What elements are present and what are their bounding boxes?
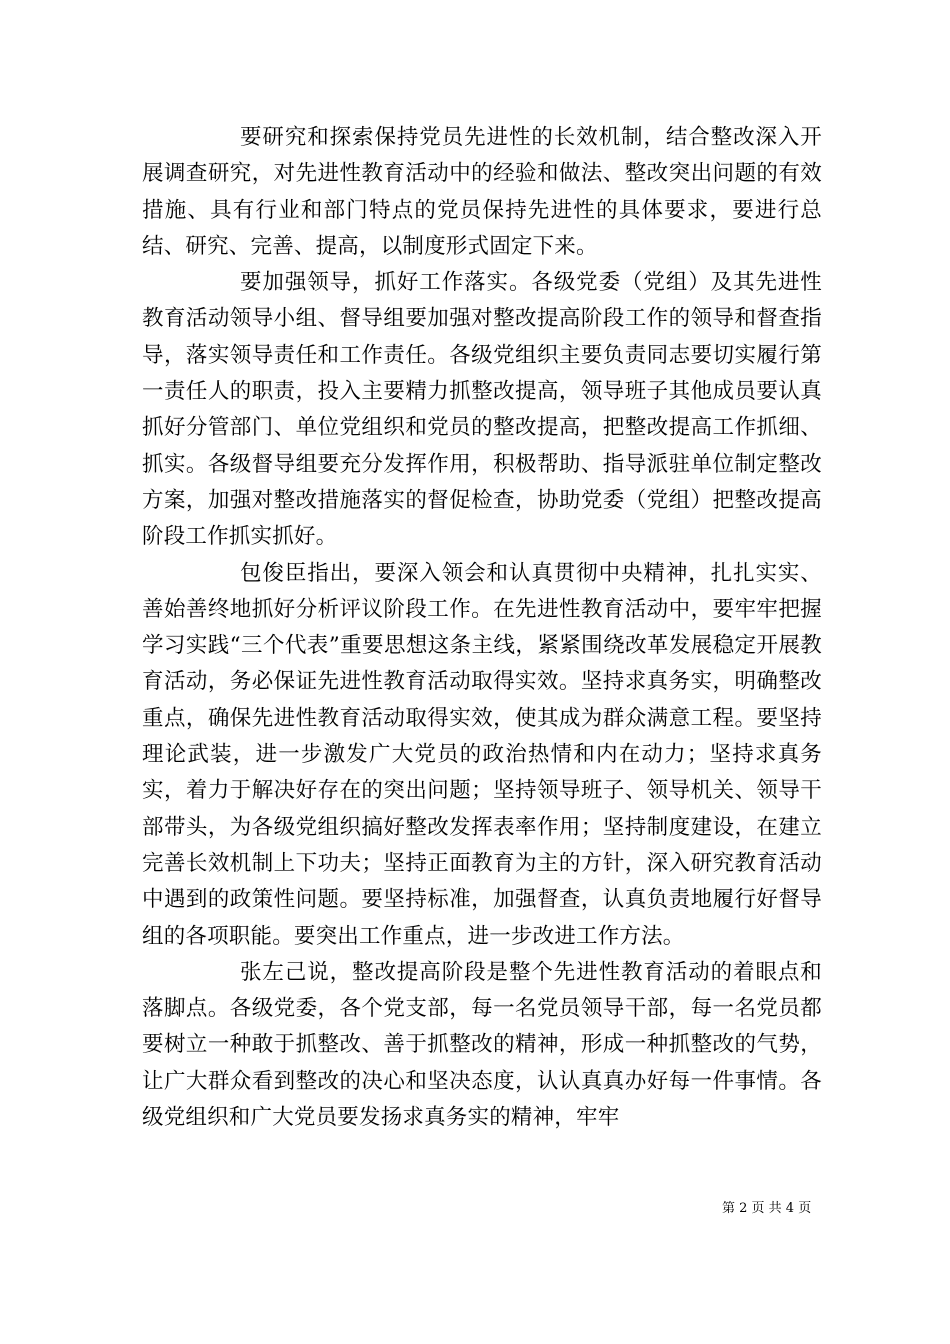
paragraph-2: 要加强领导，抓好工作落实。各级党委（党组）及其先进性教育活动领导小组、督导组要加强对整改提高阶段工作的领导和督查指导，落实领导责任和工作责任。各级党组织主要负责同志要切实履行第一责任人的职责，投入主要精力抓整改提高，领导班子其他成员要认真抓好分管部门、单位党组织和党员的整改提高，把整改提高工作抓细、抓实。各级督导组要充分发挥作用，积极帮助、指导派驻单位制定整改方案，加强对整改措施落实的督促检查，协助党委（党组）把整改提高阶段工作抓实抓好。	[142, 270, 822, 550]
paragraph-3: 包俊臣指出，要深入领会和认真贯彻中央精神，扎扎实实、善始善终地抓好分析评议阶段工作。在先进性教育活动中，要牢牢把握学习实践“三个代表”重要思想这条主线，紧紧围绕改革发展稳定开展教育活动，务必保证先进性教育活动取得实效。坚持求真务实，明确整改重点，确保先进性教育活动取得实效，使其成为群众满意工程。要坚持理论武装，进一步激发广大党员的政治热情和内在动力；坚持求真务实，着力于解决好存在的突出问题；坚持领导班子、领导机关、领导干部带头，为各级党组织搞好整改发挥表率作用；坚持制度建设，在建立完善长效机制上下功夫；坚持正面教育为主的方针，深入研究教育活动中遇到的政策性问题。要坚持标准，加强督查，认真负责地履行好督导组的各项职能。要突出工作重点，进一步改进工作方法。	[142, 560, 822, 949]
page-number-footer: 第 2 页 共 4 页	[722, 1201, 812, 1216]
paragraph-4: 张左己说，整改提高阶段是整个先进性教育活动的着眼点和落脚点。各级党委，各个党支部，每一名党员领导干部，每一名党员都要树立一种敢于抓整改、善于抓整改的精神，形成一种抓整改的气势，让广大群众看到整改的决心和坚决态度，认认真真办好每一件事情。各级党组织和广大党员要发扬求真务实的精神，牢牢	[142, 959, 822, 1131]
body-text	[142, 120, 822, 1136]
paragraph-1: 要研究和探索保持党员先进性的长效机制，结合整改深入开展调查研究，对先进性教育活动中的经验和做法、整改突出问题的有效措施、具有行业和部门特点的党员保持先进性的具体要求，要进行总结、研究、完善、提高，以制度形式固定下来。	[142, 125, 822, 259]
